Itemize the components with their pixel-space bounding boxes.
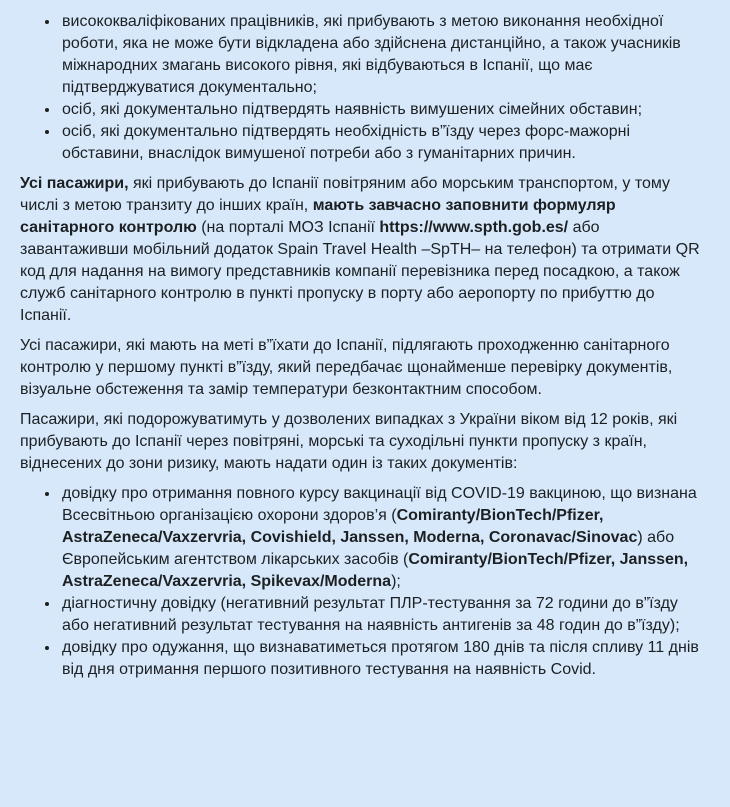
text-segment: (на порталі МОЗ Іспанії (196, 219, 380, 236)
bold-text-segment: Comiranty/BionTech/Pfizer, Janssen, AstraZeneca/Vaxzervria, Spikevax/Moderna (62, 551, 689, 590)
text-segment: або завантаживши мобільний додаток Spain Travel Health –SpTH– на телефон) та отримати QR код для надання на вимогу представників компанії перевізника перед посадкою, а також служб санітарного контролю в пункті пропуску в порту або аеропорту по прибуттю до Іспанії. (20, 219, 700, 324)
list-item (60, 637, 702, 681)
sanitary-control-paragraph (20, 335, 702, 401)
text-segment: довідку про отримання повного курсу вакцинації від COVID-19 вакциною, що визнана Всесвітньою організацією охорони здоров’я ( (62, 485, 697, 524)
list-item (60, 99, 702, 121)
text-segment: Пасажири, які подорожуватимуть у дозволених випадках з України віком від 12 років, які прибувають до Іспанії через повітряні, морські та суходільні пункти пропуску з країн, віднесених до зони ризику, мають надати один із таких документів: (20, 411, 678, 472)
health-control-form-paragraph (20, 173, 702, 327)
list-item (60, 483, 702, 593)
list-item (60, 121, 702, 165)
entry-exception-categories-list (20, 11, 702, 165)
bold-text-segment: мають завчасно заповнити формуляр санітарного контролю (20, 197, 616, 236)
spth-url: https://www.spth.gob.es/ (379, 219, 569, 236)
text-segment: ); (391, 573, 401, 590)
text-segment: висококваліфікованих працівників, які прибувають з метою виконання необхідної роботи, яка не може бути відкладена або здійснена дистанційно, а також учасників міжнародних змагань високого рівня, які відбуваються в Іспанії, що має підтверджуватися документально; (62, 13, 681, 96)
text-segment: ) або Європейським агентством лікарських засобів ( (62, 529, 675, 568)
list-item (60, 11, 702, 99)
bold-text-segment: Comiranty/BionTech/Pfizer, AstraZeneca/Vaxzervria, Covishield, Janssen, Moderna, Coronavac/Sinovac (62, 507, 638, 546)
text-segment: діагностичну довідку (негативний результат ПЛР-тестування за 72 години до в”їзду або негативний результат тестування на наявність антигенів за 48 годин до в”їзду); (62, 595, 680, 634)
required-documents-list (20, 483, 702, 681)
text-segment: Усі пасажири, які мають на меті в”їхати до Іспанії, підлягають проходженню санітарного контролю у першому пункті в”їзду, який передбачає щонайменше перевірку документів, візуальне обстеження та замір температури безконтактним способом. (20, 337, 673, 398)
text-segment: довідку про одужання, що визнаватиметься протягом 180 днів та після спливу 11 днів від дня отримання першого позитивного тестування на наявність Covid. (62, 639, 699, 678)
text-segment: осіб, які документально підтвердять наявність вимушених сімейних обставин; (62, 101, 643, 118)
bold-text-segment: Усі пасажири, (20, 175, 129, 192)
text-segment: осіб, які документально підтвердять необхідність в”їзду через форс-мажорні обставини, внаслідок вимушеної потреби або з гуманітарних причин. (62, 123, 631, 162)
text-segment: які прибувають до Іспанії повітряним або морським транспортом, у тому числі з метою транзиту до інших країн, (20, 175, 671, 214)
list-item (60, 593, 702, 637)
required-documents-intro-paragraph (20, 409, 702, 475)
